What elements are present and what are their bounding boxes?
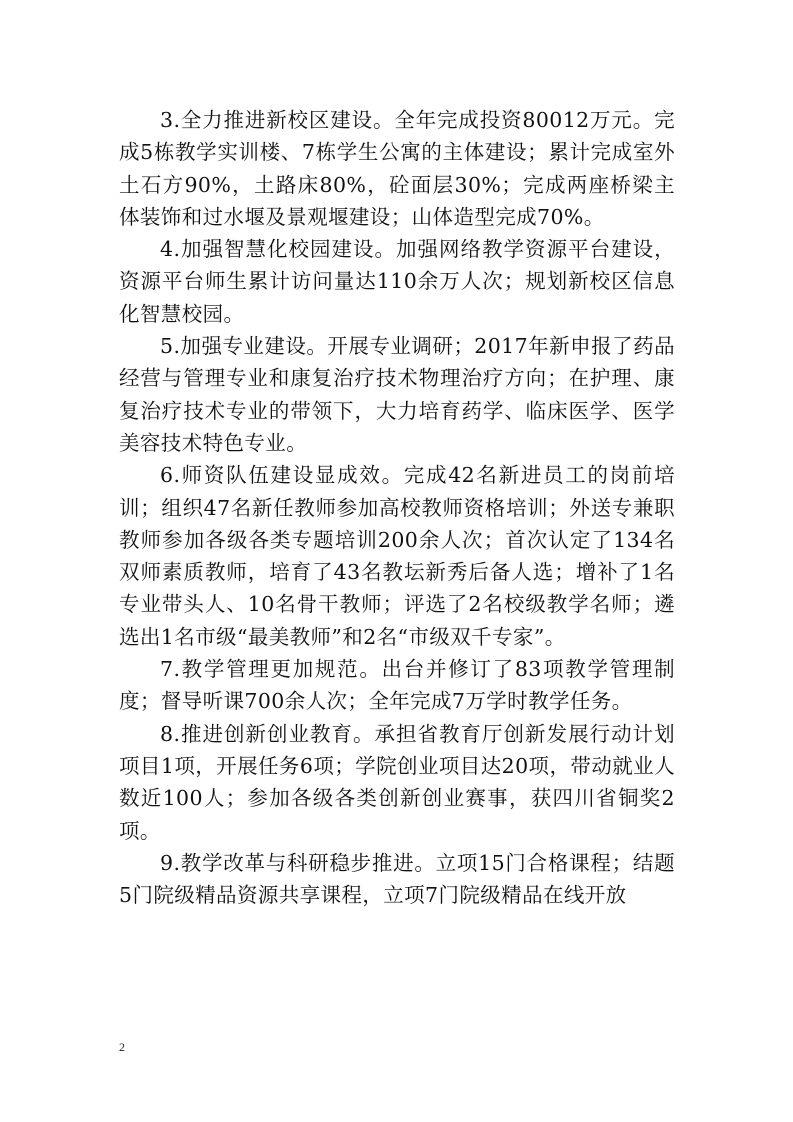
document-body bbox=[119, 104, 675, 911]
paragraph-teaching-reform: 9.教学改革与科研稳步推进。立项15门合格课程；结题5门院级精品资源共享课程，立项7门院级精品在线开放 bbox=[119, 850, 675, 908]
page-number: 2 bbox=[119, 1040, 125, 1054]
paragraph-faculty-development: 6.师资队伍建设显成效。完成42名新进员工的岗前培训；组织47名新任教师参加高校教师资格培训；外送专兼职教师参加各级各类专题培训200余人次；首次认定了134名双师素质教师，培育了43名教坛新秀后备人选；增补了1名专业带头人、10名骨干教师；评选了2名校级教学名师；遴选出1名市级“最美教师”和2名“市级双千专家”。 bbox=[119, 463, 675, 649]
paragraph-teaching-management: 7.教学管理更加规范。出台并修订了83项教学管理制度；督导听课700余人次；全年完成7万学时教学任务。 bbox=[119, 657, 675, 714]
paragraph-innovation-entrepreneurship: 8.推进创新创业教育。承担省教育厅创新发展行动计划项目1项，开展任务6项；学院创业项目达20项，带动就业人数近100人；参加各级各类创新创业赛事，获四川省铜奖2项。 bbox=[119, 721, 675, 843]
paragraph-major-construction: 5.加强专业建设。开展专业调研；2017年新申报了药品经营与管理专业和康复治疗技术物理治疗方向；在护理、康复治疗技术专业的带领下，大力培育药学、临床医学、医学美容技术特色专业。 bbox=[119, 334, 675, 455]
paragraph-smart-campus: 4.加强智慧化校园建设。加强网络教学资源平台建设，资源平台师生累计访问量达110余万人次；规划新校区信息化智慧校园。 bbox=[119, 237, 675, 326]
paragraph-campus-construction: 3.全力推进新校区建设。全年完成投资80012万元。完成5栋教学实训楼、7栋学生公寓的主体建设；累计完成室外土石方90%，土路床80%，砼面层30%；完成两座桥梁主体装饰和过水堰及景观堰建设；山体造型完成70%。 bbox=[119, 108, 675, 229]
